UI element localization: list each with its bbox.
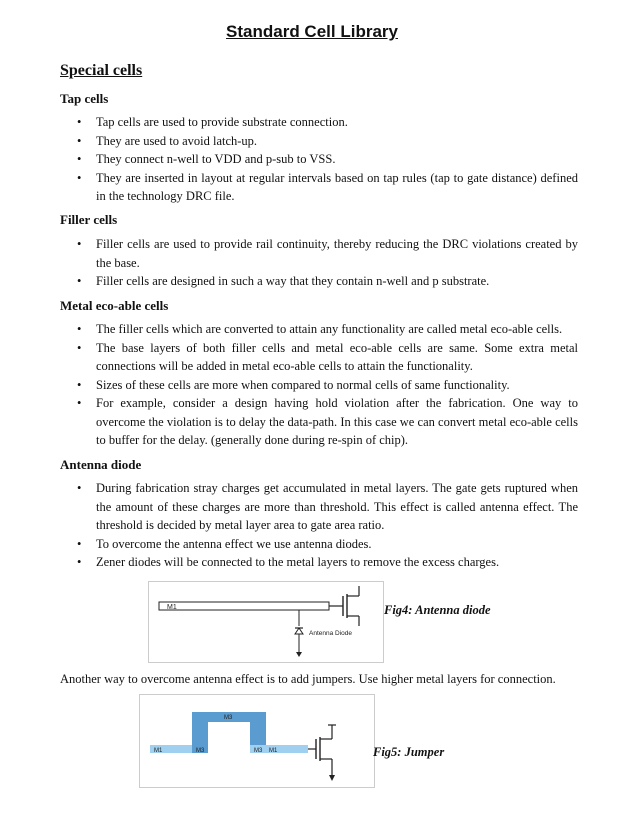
label-m1-left: M1: [154, 748, 163, 754]
list-item: • The base layers of both filler cells and metal eco-able cells are same. Some extra metal connections will be added in metal eco-able cells to attain the functionality.: [77, 340, 578, 373]
label-m3-left: M3: [196, 748, 205, 754]
list-item: • They connect n-well to VDD and p-sub to VSS.: [77, 152, 336, 166]
list-item: • To overcome the antenna effect we use antenna diodes.: [77, 536, 372, 551]
m1-wire: [159, 602, 329, 610]
list-item: • Tap cells are used to provide substrate connection.: [77, 115, 348, 129]
jumper-paragraph: Another way to overcome antenna effect is to add jumpers. Use higher metal layers for connection.: [60, 672, 556, 686]
jumper-diagram: [140, 695, 374, 787]
fig5-caption: Fig5: Jumper: [373, 745, 445, 759]
antenna-list: [60, 479, 578, 572]
antenna-heading: Antenna diode: [60, 457, 142, 472]
tap-list: [60, 113, 578, 206]
list-item: • Filler cells are designed in such a way that they contain n-well and p substrate.: [77, 274, 490, 288]
list-item: • The filler cells which are converted to attain any functionality are called metal eco-able cells.: [77, 322, 563, 336]
page-title: Standard Cell Library: [226, 22, 398, 41]
list-item: • Sizes of these cells are more when compared to normal cells of same functionality.: [77, 377, 510, 392]
metal-list: [60, 320, 578, 450]
m1-label: M1: [167, 604, 177, 611]
label-m1-right: M1: [269, 748, 278, 754]
antenna-diode-label: Antenna Diode: [309, 630, 353, 637]
filler-list: [60, 235, 578, 291]
section-heading: Special cells: [60, 62, 143, 79]
fig4-caption: Fig4: Antenna diode: [384, 603, 491, 617]
diode-symbol: [295, 628, 303, 634]
list-item: • They are inserted in layout at regular intervals based on tap rules (tap to gate distance) defined in the technology DRC file.: [77, 170, 578, 203]
label-m3-right: M3: [254, 748, 263, 754]
list-item: • During fabrication stray charges get accumulated in metal layers. The gate gets ruptured when the amount of these charges are more than threshold. This effect is called antenna effect. The threshold is decided by metal layer area to gate area ratio.: [77, 481, 578, 532]
antenna-diode-figure: [148, 581, 384, 663]
list-item: • Filler cells are used to provide rail continuity, thereby reducing the DRC violations created by the base.: [77, 237, 578, 270]
metal-heading: Metal eco-able cells: [60, 298, 169, 313]
antenna-diode-diagram: [149, 582, 383, 662]
list-item: • They are used to avoid latch-up.: [77, 133, 258, 148]
list-item: • Zener diodes will be connected to the metal layers to remove the excess charges.: [77, 555, 500, 569]
jumper-figure: [139, 694, 375, 788]
label-m3-top: M3: [224, 715, 233, 721]
list-item: • For example, consider a design having hold violation after the fabrication. One way to overcome the violation is to delay the data-path. In this case we can convert metal eco-able cells to buffer for the delay. (generally done during re-spin of chip).: [77, 396, 578, 447]
filler-heading: Filler cells: [60, 212, 118, 227]
tap-heading: Tap cells: [60, 91, 109, 106]
